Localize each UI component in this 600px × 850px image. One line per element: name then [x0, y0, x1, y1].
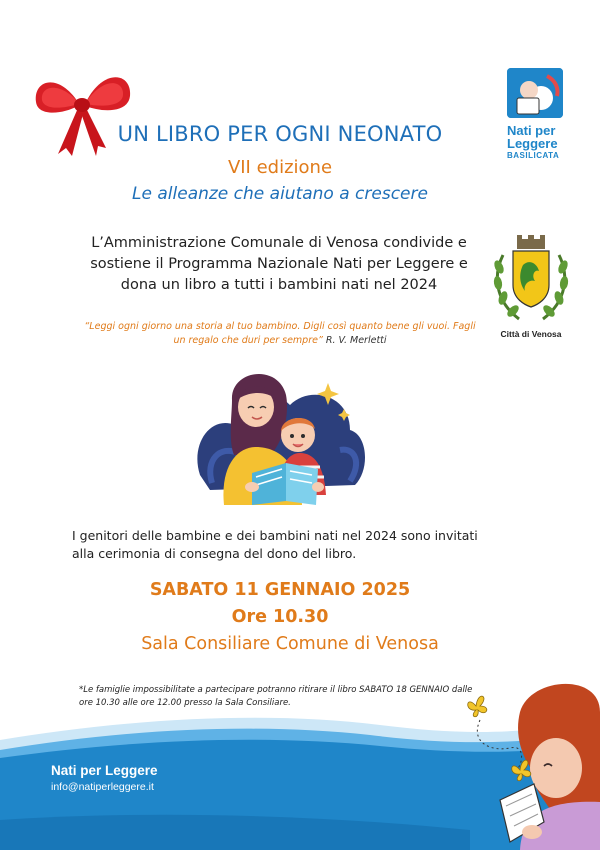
logo-line-2: Leggere: [507, 136, 558, 151]
subtitle: Le alleanze che aiutano a crescere: [132, 184, 428, 204]
event-venue: Sala Consiliare Comune di Venosa: [141, 634, 439, 654]
nati-per-leggere-logo: [507, 68, 567, 160]
edition-label: VII edizione: [227, 157, 333, 178]
crest-caption: Città di Venosa: [500, 329, 562, 339]
intro-paragraph: L’Amministrazione Comunale di Venosa condivide e sostiene il Programma Nazionale Nati per Leggere e dona un libro a tutti i bambini nati nel 2024: [90, 235, 468, 293]
quote-author: R. V. Merletti: [325, 335, 387, 346]
quote-text: “Leggi ogni giorno una storia al tuo bambino. Digli così quanto bene gli vuoi. Fagli un regalo che duri per sempre”: [84, 321, 476, 346]
logo-reading-image-icon: [507, 68, 563, 118]
quote-block: [80, 320, 480, 348]
mother-child-reading-illustration: [190, 355, 370, 515]
reading-girl-illustration: [460, 672, 600, 850]
page-title: UN LIBRO PER OGNI NEONATO: [117, 122, 443, 146]
city-crest: [489, 235, 573, 339]
footnote: *Le famiglie impossibilitate a partecipare potranno ritirare il libro SABATO 18 GENNAIO dalle ore 10.30 alle ore 12.00 presso la Sala Consiliare.: [79, 685, 473, 708]
crest-shield-icon: [489, 235, 573, 323]
logo-line-3: BASILICATA: [507, 151, 560, 160]
invite-paragraph: I genitori delle bambine e dei bambini nati nel 2024 sono invitati alla cerimonia di consegna del dono del libro.: [72, 528, 478, 561]
logo-line-1: Nati per: [507, 123, 556, 138]
butterfly-icon: [468, 696, 487, 717]
footer-brand: Nati per Leggere: [51, 763, 158, 778]
event-date: SABATO 11 GENNAIO 2025: [149, 580, 411, 600]
butterfly-icon: [512, 760, 531, 781]
footer-email-link[interactable]: info@natiperleggere.it: [51, 781, 154, 793]
event-time: Ore 10.30: [231, 607, 329, 627]
